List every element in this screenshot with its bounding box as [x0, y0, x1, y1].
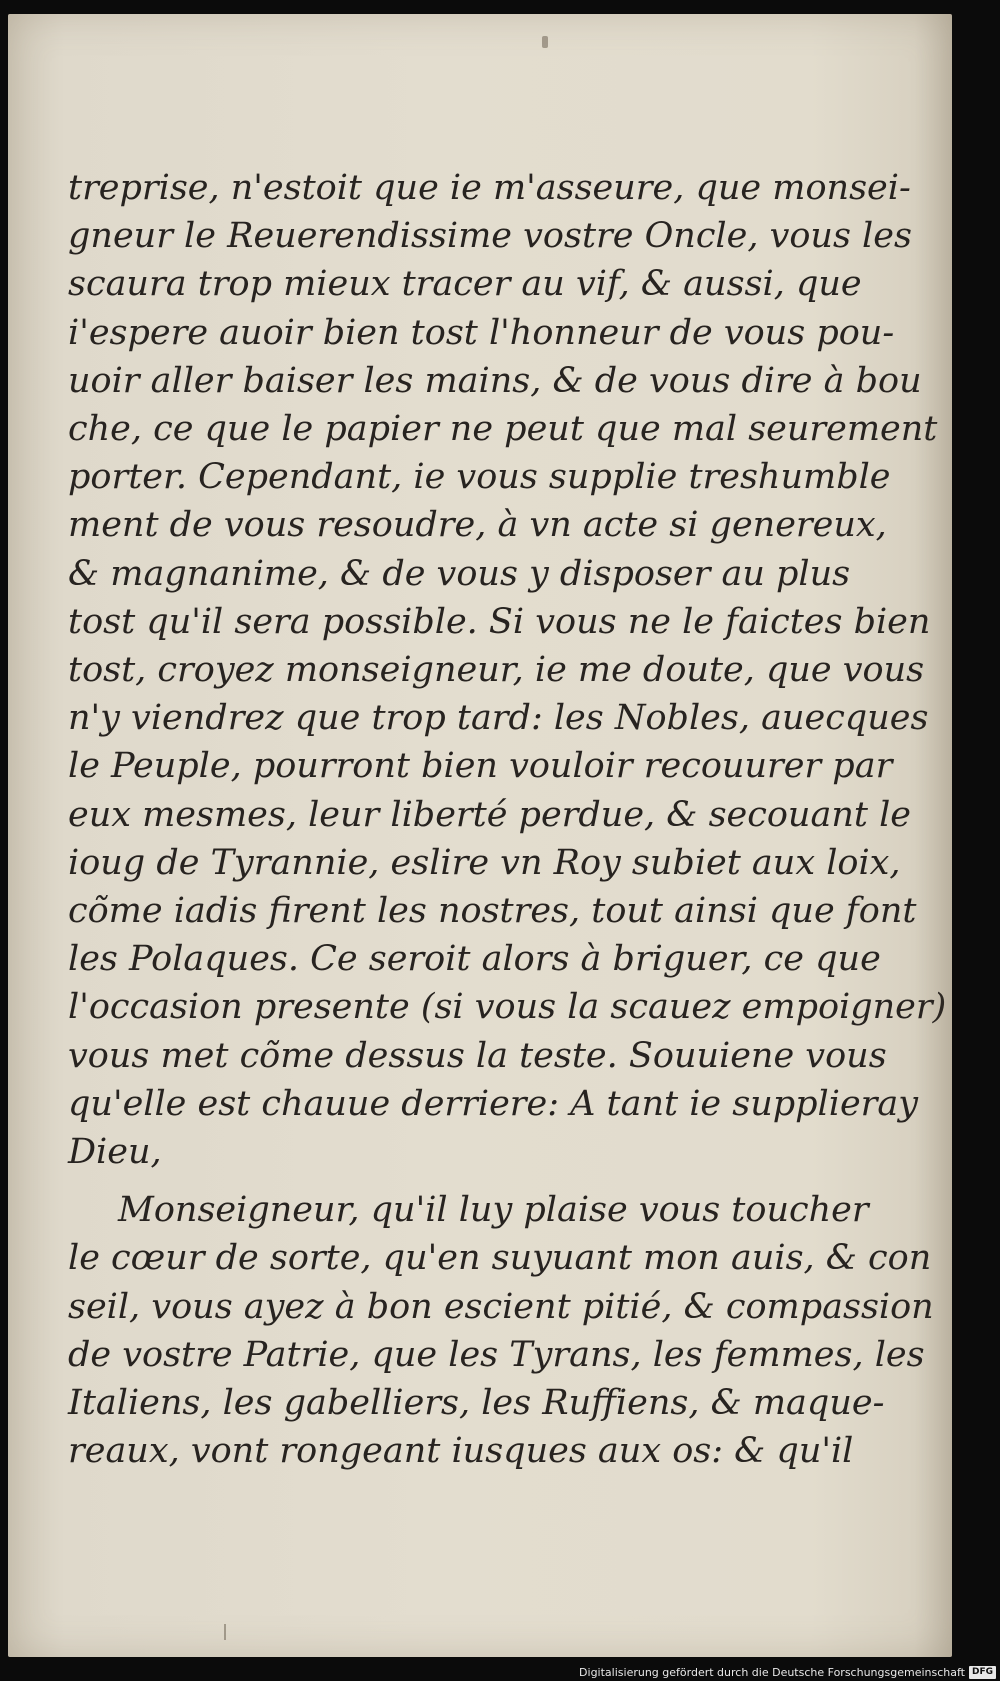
text-line: les Polaques. Ce seroit alors à briguer, ce que [68, 939, 881, 980]
text-line: reaux, vont rongeant iusques aux os: & qu'il [68, 1431, 854, 1472]
text-line: treprise, n'estoit que ie m'asseure, que monsei- [68, 168, 911, 208]
text-line: gneur le Reuerendissime vostre Oncle, vous les [68, 216, 912, 257]
text-line: Dieu, [68, 1132, 162, 1173]
text-line: uoir aller baiser les mains, & de vous dire à bou [68, 360, 922, 401]
text-line: seil, vous ayez à bon escient pitié, & compassion [68, 1286, 934, 1327]
text-line: Italiens, les gabelliers, les Ruffiens, & maque- [68, 1383, 885, 1424]
text-line: tost, croyez monseigneur, ie me doute, que vous [68, 650, 925, 691]
text-line: n'y viendrez que trop tard: les Nobles, auecques [68, 698, 929, 739]
text-line: che, ce que le papier ne peut que mal seurement [68, 409, 938, 450]
text-line: & magnanime, & de vous y disposer au plus [68, 553, 851, 594]
credit-text: Digitalisierung gefördert durch die Deutsche Forschungsgemeinschaft [579, 1665, 965, 1679]
text-line: vous met cõme dessus la teste. Souuiene vous [68, 1035, 887, 1076]
text-line: ioug de Tyrannie, eslire vn Roy subiet aux loix, [68, 842, 901, 883]
text-line: l'occasion presente (si vous la scauez empoigner) [68, 987, 947, 1028]
digitization-credit [8, 1663, 996, 1681]
ink-mark [224, 1624, 226, 1640]
text-line: le cœur de sorte, qu'en suyuant mon auis, & con [68, 1238, 932, 1279]
text-line: le Peuple, pourront bien vouloir recouurer par [68, 746, 893, 787]
text-line: eux mesmes, leur liberté perdue, & secouant le [68, 794, 911, 835]
dfg-logo: DFG [969, 1666, 996, 1679]
text-line: i'espere auoir bien tost l'honneur de vous pou- [68, 312, 895, 353]
text-line: ment de vous resoudre, à vn acte si genereux, [68, 505, 887, 546]
text-line: qu'elle est chauue derriere: A tant ie supplieray [68, 1083, 919, 1124]
ink-speck [542, 36, 548, 48]
page-text [68, 164, 947, 1475]
text-line: Monseigneur, qu'il luy plaise vous toucher [118, 1190, 869, 1231]
book-page [8, 14, 952, 1657]
text-line: tost qu'il sera possible. Si vous ne le faictes bien [68, 601, 931, 642]
text-line: cõme iadis firent les nostres, tout ainsi que font [68, 891, 917, 932]
text-line: scaura trop mieux tracer au vif, & aussi, que [68, 264, 862, 305]
text-line: de vostre Patrie, que les Tyrans, les femmes, les [68, 1334, 925, 1375]
text-line: porter. Cependant, ie vous supplie treshumble [68, 457, 891, 498]
